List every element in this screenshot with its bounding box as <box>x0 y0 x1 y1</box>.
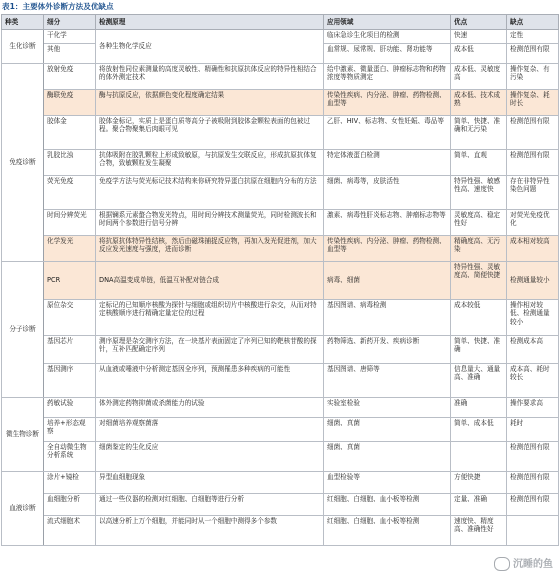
subtype-cell: 基因芯片 <box>44 336 96 364</box>
subtype-cell: 胶体金 <box>44 116 96 150</box>
header-disadvantages: 缺点 <box>507 15 559 30</box>
application-cell: 细菌、病毒等，皮肤活性 <box>324 176 451 210</box>
disadvantages-cell: 检测成本高 <box>507 336 559 364</box>
table-row <box>2 64 559 90</box>
application-cell: 乙肝、HIV、标志物、女性妊娠、毒品等 <box>324 116 451 150</box>
disadvantages-cell: 检测范围有限 <box>507 116 559 150</box>
disadvantages-cell: 操作复杂、耗时长 <box>507 90 559 116</box>
category-cell: 免疫诊断 <box>2 64 44 262</box>
advantages-cell: 速度快、精度高、准确性好 <box>451 516 507 546</box>
advantages-cell: 准确 <box>451 398 507 418</box>
header-application: 应用领域 <box>324 15 451 30</box>
table-row <box>2 116 559 150</box>
principle-cell: 测序原理是杂交测序方法，在一块基片表面固定了序列已知的靶核苷酸的探针，互补匹配确定序列 <box>96 336 324 364</box>
disadvantages-cell: 检测范围有限 <box>507 442 559 472</box>
disadvantages-cell: 检测通量较小 <box>507 262 559 300</box>
application-cell: 基因图谱、唐筛等 <box>324 364 451 398</box>
table-row <box>2 472 559 494</box>
application-cell: 细菌、真菌 <box>324 418 451 442</box>
subtype-cell: 原位杂交 <box>44 300 96 336</box>
disadvantages-cell: 对荧光免疫优化 <box>507 210 559 236</box>
table-row <box>2 418 559 442</box>
table-row <box>2 398 559 418</box>
advantages-cell: 方便快捷 <box>451 472 507 494</box>
principle-cell: 免疫学方法与荧光标记技术结构来你研究特异蛋白抗原在细胞内分布的方法 <box>96 176 324 210</box>
advantages-cell: 定量、准确 <box>451 494 507 516</box>
disadvantages-cell: 成本相对较高 <box>507 236 559 262</box>
header-advantages: 优点 <box>451 15 507 30</box>
application-cell: 临床急诊生化项目的检测 <box>324 30 451 44</box>
principle-cell: 异型血细胞现象 <box>96 472 324 494</box>
category-cell: 分子诊断 <box>2 262 44 398</box>
header-category: 种类 <box>2 15 44 30</box>
principle-cell: 根据镧系元素螯合物发光特点，用时间分辨技术测量荧光，同时检测波长和时间两个参数进行信号分辨 <box>96 210 324 236</box>
advantages-cell: 成本低、技术成熟 <box>451 90 507 116</box>
category-cell: 血液诊断 <box>2 472 44 546</box>
table-row <box>2 150 559 176</box>
advantages-cell: 快速 <box>451 30 507 44</box>
diagnosis-methods-table <box>1 14 559 546</box>
advantages-cell: 成本低 <box>451 44 507 64</box>
watermark-text: 沉睡的鱼 <box>513 559 553 570</box>
disadvantages-cell: 操作复杂、有污染 <box>507 64 559 90</box>
application-cell: 给中激素、微量蛋白、肿瘤标志物和药物浓度等物质测定 <box>324 64 451 90</box>
principle-cell: DNA高温变成单链，低温互补配对链合成 <box>96 262 324 300</box>
application-cell: 病毒、细菌 <box>324 262 451 300</box>
table-row <box>2 364 559 398</box>
principle-cell: 从血液或唾液中分析测定基因全序列，预测罹患多种疾病的可能性 <box>96 364 324 398</box>
principle-cell: 通过一些仪器的检测对红细胞、白细胞等进行分析 <box>96 494 324 516</box>
principle-cell: 将抗原抗体特异性结核，然后由磁珠捕捉反应物，再加入发光促进剂，加大反应发光速度与强度，进而诊断 <box>96 236 324 262</box>
application-cell: 细菌、真菌 <box>324 442 451 472</box>
subtype-cell: 流式细胞术 <box>44 516 96 546</box>
advantages-cell: 特异性强、灵敏度高、简便快捷 <box>451 262 507 300</box>
principle-cell: 以高速分析上万个细胞，并能同时从一个细胞中测得多个参数 <box>96 516 324 546</box>
disadvantages-cell: 操作要求高 <box>507 398 559 418</box>
disadvantages-cell: 检测范围有限 <box>507 150 559 176</box>
table-caption: 表1：主要体外诊断方法及优缺点 <box>2 2 114 11</box>
table-row <box>2 300 559 336</box>
disadvantages-cell: 检测范围有限 <box>507 494 559 516</box>
subtype-cell: 乳胶比浊 <box>44 150 96 176</box>
application-cell: 药物筛选、新药开发、疾病诊断 <box>324 336 451 364</box>
principle-cell: 抗体吸附在胶乳颗粒上形成致敏原，与抗原发生交联反应，形成抗原抗体复合物，致敏颗粒发生凝聚 <box>96 150 324 176</box>
table-row-highlighted <box>2 236 559 262</box>
subtype-cell: PCR <box>44 262 96 300</box>
disadvantages-cell: 检测范围有限 <box>507 44 559 64</box>
application-cell: 血常规、尿常规、肝功能、肾功能等 <box>324 44 451 64</box>
principle-cell: 将放射性同位素测量的高度灵敏性、精确性和抗原抗体反应的特异性相结合的体外测定技术 <box>96 64 324 90</box>
table-row <box>2 516 559 546</box>
advantages-cell: 灵敏度高、稳定性好 <box>451 210 507 236</box>
application-cell: 传染性疾病、内分泌、肿瘤、药物检测、血型等 <box>324 90 451 116</box>
table-row <box>2 442 559 472</box>
subtype-cell: 化学发光 <box>44 236 96 262</box>
chat-bubble-icon <box>494 557 510 571</box>
advantages-cell: 成本较低 <box>451 300 507 336</box>
subtype-cell: 全自动微生物分析系统 <box>44 442 96 472</box>
subtype-cell: 血细胞分析 <box>44 494 96 516</box>
advantages-cell: 简单、快捷、准确 <box>451 336 507 364</box>
disadvantages-cell: 存在非特异性染色问题 <box>507 176 559 210</box>
disadvantages-cell <box>507 516 559 546</box>
application-cell: 基因图谱、病毒检测 <box>324 300 451 336</box>
advantages-cell: 简单、直观 <box>451 150 507 176</box>
principle-cell: 细菌鉴定的生化反应 <box>96 442 324 472</box>
table-row <box>2 30 559 44</box>
category-cell: 生化诊断 <box>2 30 44 64</box>
subtype-cell: 药敏试验 <box>44 398 96 418</box>
table-row <box>2 494 559 516</box>
table-row-highlighted <box>2 262 559 300</box>
advantages-cell: 特异性强、敏感性高、速度快 <box>451 176 507 210</box>
application-cell: 实验室检验 <box>324 398 451 418</box>
application-cell: 红细胞、白细胞、血小板等检测 <box>324 516 451 546</box>
disadvantages-cell: 检测范围有限 <box>507 472 559 494</box>
application-cell: 红细胞、白细胞、血小板等检测 <box>324 494 451 516</box>
disadvantages-cell: 成本高、耗时较长 <box>507 364 559 398</box>
disadvantages-cell: 耗时 <box>507 418 559 442</box>
principle-cell: 胶体金标记，实质上是蛋白质等高分子被吸附到胶体金颗粒表面的包被过程。聚合物聚集后肉眼可见 <box>96 116 324 150</box>
disadvantages-cell: 操作相对较低、检测通量较小 <box>507 300 559 336</box>
advantages-cell: 信息量大、通量高、准确 <box>451 364 507 398</box>
subtype-cell: 放射免疫 <box>44 64 96 90</box>
advantages-cell: 精确度高、无污染 <box>451 236 507 262</box>
category-cell: 微生物诊断 <box>2 398 44 472</box>
advantages-cell: 简单、成本低 <box>451 418 507 442</box>
watermark <box>494 555 553 571</box>
header-principle: 检测原理 <box>96 15 324 30</box>
advantages-cell: 成本低、灵敏度高 <box>451 64 507 90</box>
principle-cell: 体外测定药物抑菌或杀菌能力的试验 <box>96 398 324 418</box>
principle-cell: 酶与抗原反应，依据颜色变化程度确定结果 <box>96 90 324 116</box>
application-cell: 激素、病毒性肝炎标志物、肿瘤标志物等 <box>324 210 451 236</box>
subtype-cell: 涂片+镜检 <box>44 472 96 494</box>
table-row <box>2 210 559 236</box>
subtype-cell: 时间分辨荧光 <box>44 210 96 236</box>
application-cell: 血型检验等 <box>324 472 451 494</box>
principle-cell: 对细菌培养观察菌落 <box>96 418 324 442</box>
subtype-cell: 其他 <box>44 44 96 64</box>
application-cell: 传染性疾病、内分泌、肿瘤、药物检测、血型等 <box>324 236 451 262</box>
subtype-cell: 酶联免疫 <box>44 90 96 116</box>
subtype-cell: 基因测序 <box>44 364 96 398</box>
principle-cell: 定标记的已知顺序核酸为探针与细胞或组织切片中核酸进行杂交，从而对特定核酸顺序进行精确定量定位的过程 <box>96 300 324 336</box>
subtype-cell: 干化学 <box>44 30 96 44</box>
disadvantages-cell: 定性 <box>507 30 559 44</box>
advantages-cell <box>451 442 507 472</box>
principle-cell: 各种生物化学反应 <box>96 30 324 64</box>
table-row <box>2 176 559 210</box>
advantages-cell: 简单、快捷、准确和无污染 <box>451 116 507 150</box>
table-row-highlighted <box>2 90 559 116</box>
table-row <box>2 336 559 364</box>
header-row <box>2 15 559 30</box>
subtype-cell: 培养+形态观察 <box>44 418 96 442</box>
subtype-cell: 荧光免疫 <box>44 176 96 210</box>
header-subtype: 细分 <box>44 15 96 30</box>
application-cell: 特定体液蛋白检测 <box>324 150 451 176</box>
